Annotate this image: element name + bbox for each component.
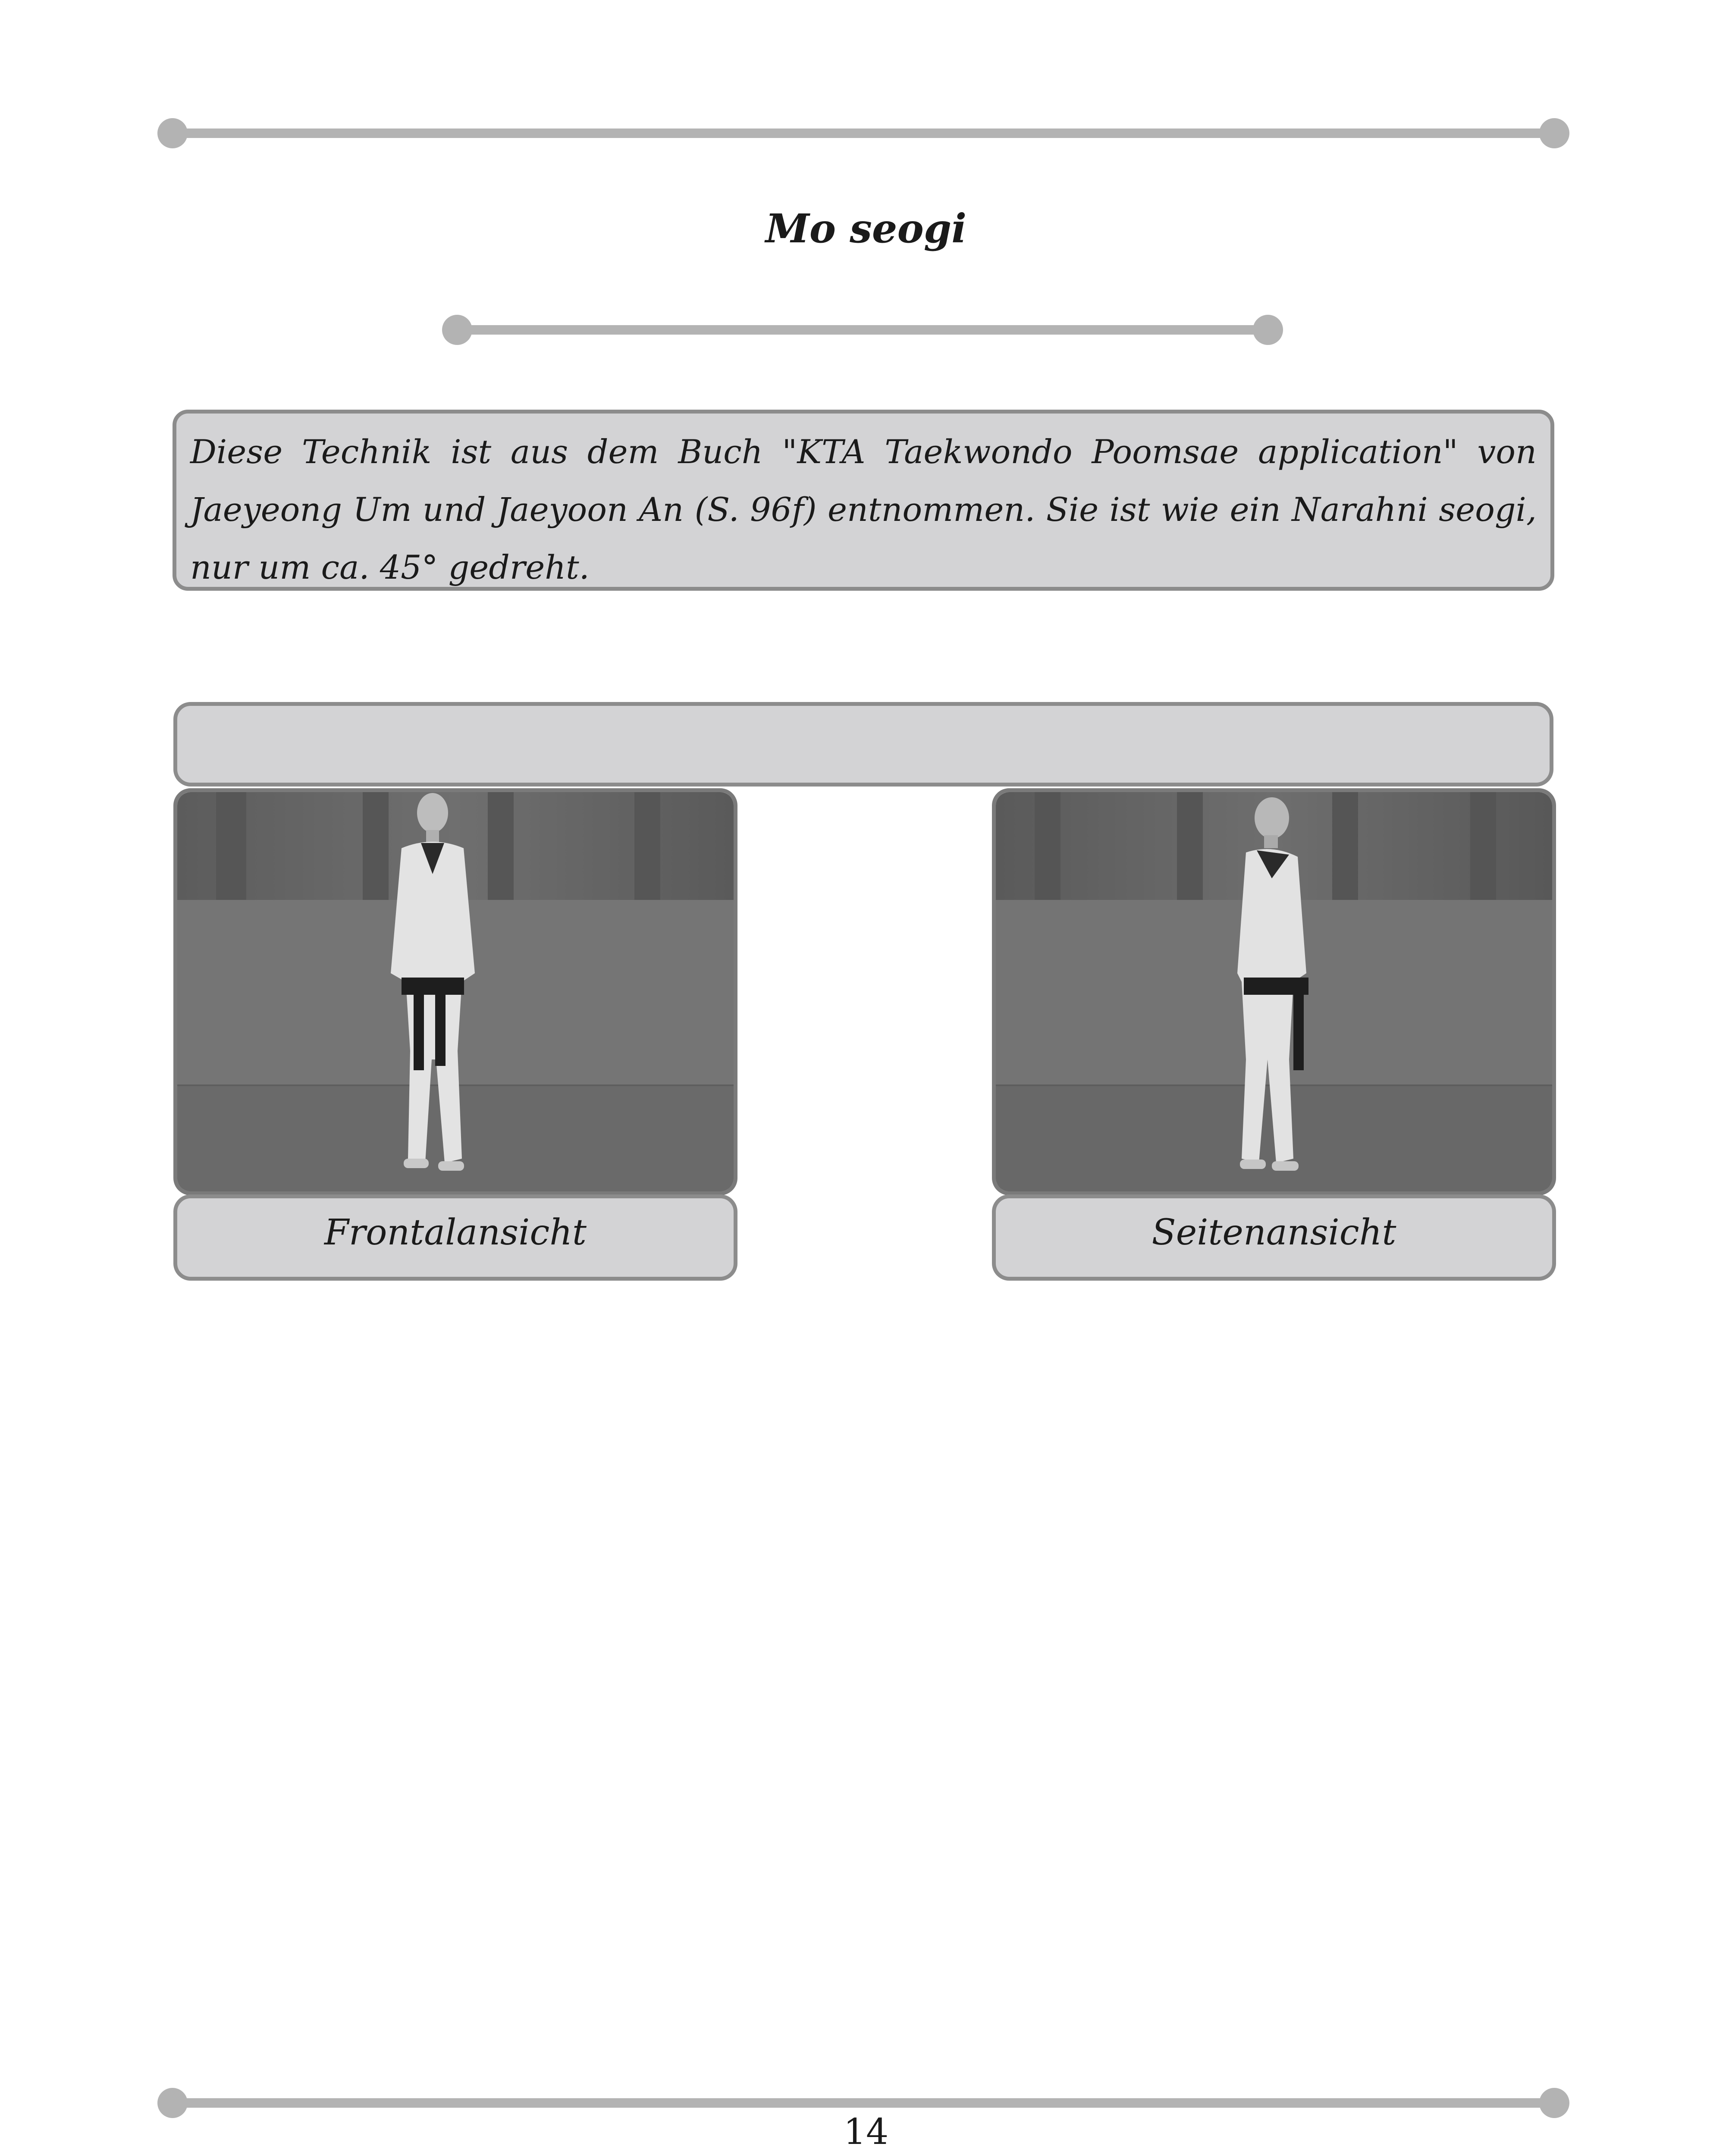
page-title: Mo seogi [765, 205, 967, 252]
info-text: Diese Technik ist aus dem Buch "KTA Taekwondo Poomsae application" von Jaeyeong Um und Jaeyoon An (S. 96f) entnommen. Sie ist wie ein Narahni seogi, nur um ca. 45° gedreht. [190, 432, 1537, 586]
divider-end-dot [157, 118, 188, 148]
photo-side-view [992, 788, 1556, 1195]
photo-front-image [177, 792, 734, 1191]
info-box [173, 410, 1554, 591]
page-number: 14 [843, 2112, 889, 2153]
figure-header-bar [173, 702, 1553, 787]
top-divider [173, 128, 1554, 138]
photo-side-image [996, 792, 1552, 1191]
divider-end-dot [1539, 118, 1569, 148]
caption-side-view: Seitenansicht [992, 1194, 1556, 1281]
title-divider [457, 325, 1268, 335]
photo-front-view [173, 788, 737, 1195]
bottom-divider [173, 2098, 1554, 2108]
caption-front-view: Frontalansicht [173, 1194, 737, 1281]
divider-end-dot [1253, 315, 1283, 345]
divider-end-dot [442, 315, 472, 345]
